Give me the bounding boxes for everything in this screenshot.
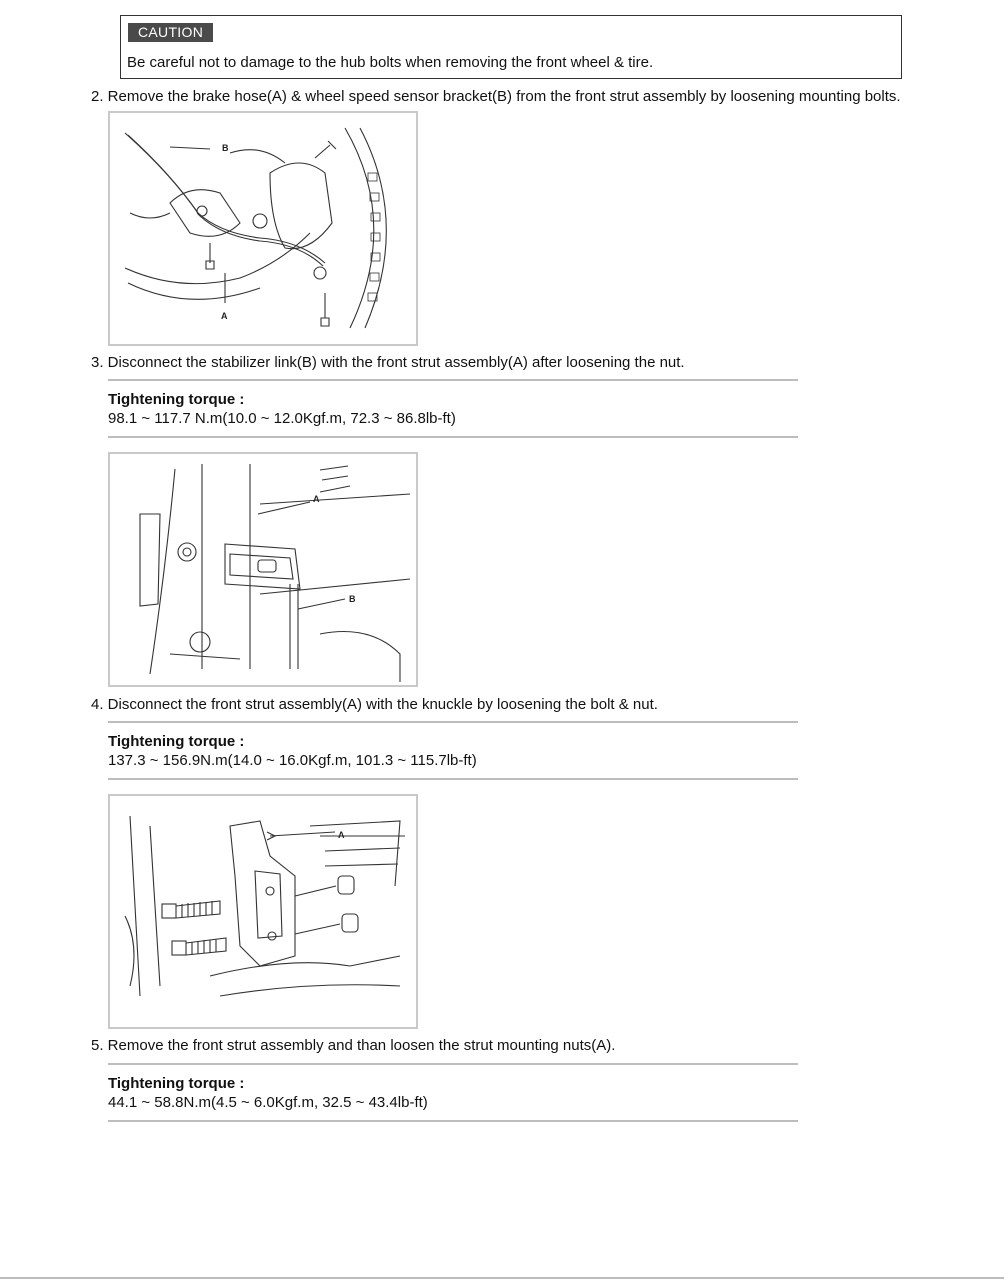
torque-label-1: Tightening torque : xyxy=(108,391,245,408)
caution-badge: CAUTION xyxy=(128,23,213,42)
fig1-label-b: B xyxy=(222,143,229,153)
torque-label-2: Tightening torque : xyxy=(108,733,245,750)
fig3-label-a: A xyxy=(338,830,345,840)
torque-block-1 xyxy=(108,379,798,438)
step-2-text: 2. Remove the brake hose(A) & wheel speed sensor bracket(B) from the front strut assembly by loosening mounting bolts. xyxy=(91,88,901,105)
fig2-label-b: B xyxy=(349,594,356,604)
caution-text: Be careful not to damage to the hub bolts when removing the front wheel & tire. xyxy=(127,54,654,71)
torque-label-3: Tightening torque : xyxy=(108,1075,245,1092)
figure-brake-hose xyxy=(108,111,418,346)
torque-block-3 xyxy=(108,1063,798,1122)
torque-value-3: 44.1 ~ 58.8N.m(4.5 ~ 6.0Kgf.m, 32.5 ~ 43.4lb-ft) xyxy=(108,1094,428,1111)
page-bottom-divider xyxy=(0,1277,1004,1279)
fig1-label-a: A xyxy=(221,311,228,321)
torque-block-2 xyxy=(108,721,798,780)
caution-box xyxy=(120,15,902,79)
figure-stabilizer-link xyxy=(108,452,418,687)
step-4-text: 4. Disconnect the front strut assembly(A) with the knuckle by loosening the bolt & nut. xyxy=(91,696,658,713)
figure-strut-knuckle xyxy=(108,794,418,1029)
fig2-label-a: A xyxy=(313,494,320,504)
step-3-text: 3. Disconnect the stabilizer link(B) with the front strut assembly(A) after loosening the nut. xyxy=(91,354,685,371)
torque-value-1: 98.1 ~ 117.7 N.m(10.0 ~ 12.0Kgf.m, 72.3 ~ 86.8lb-ft) xyxy=(108,410,456,427)
step-5-text: 5. Remove the front strut assembly and than loosen the strut mounting nuts(A). xyxy=(91,1037,616,1054)
torque-value-2: 137.3 ~ 156.9N.m(14.0 ~ 16.0Kgf.m, 101.3 ~ 115.7lb-ft) xyxy=(108,752,477,769)
